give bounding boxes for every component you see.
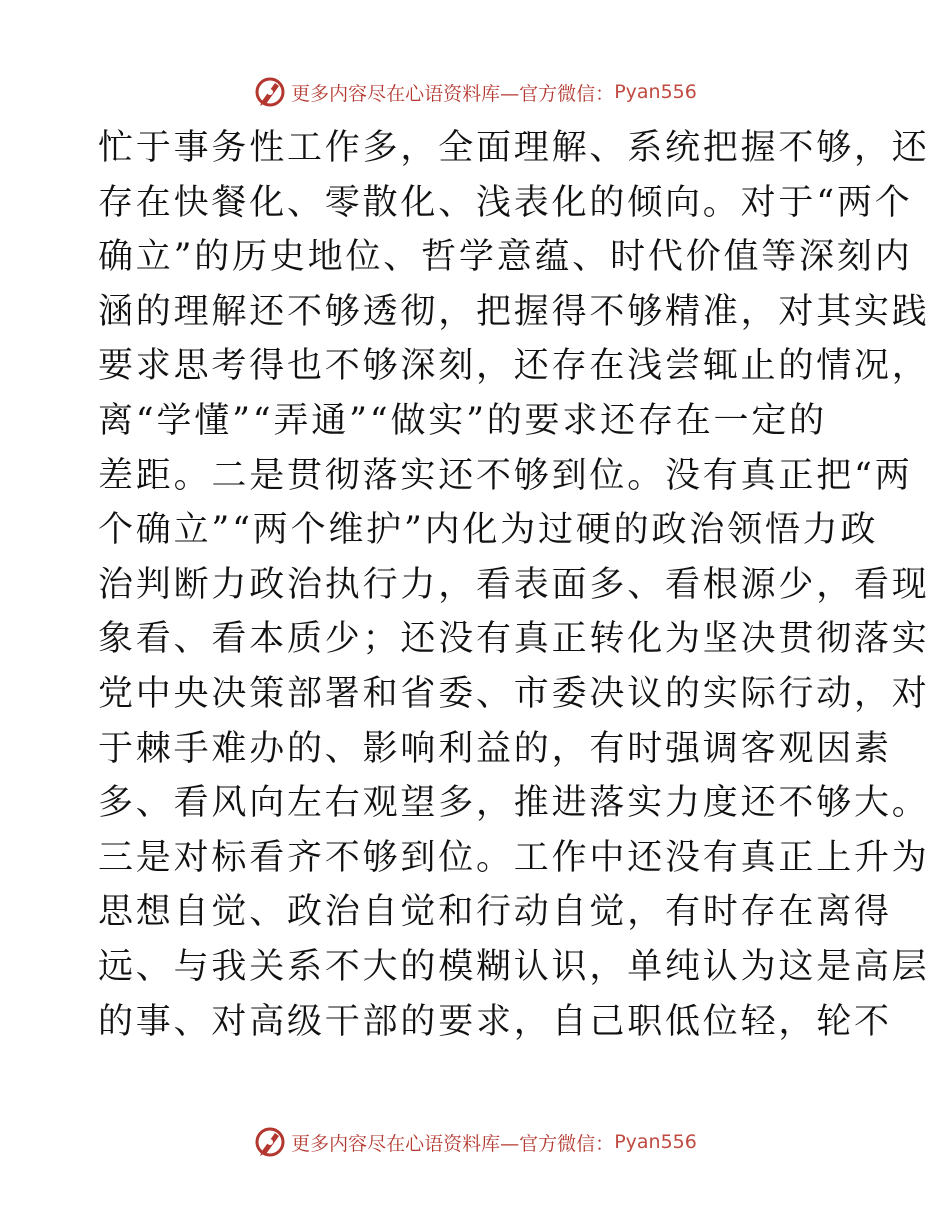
text-line: 确立”的历史地位、哲学意蕴、时代价值等深刻内 (98, 237, 913, 278)
text-line: 要求思考得也不够深刻，还存在浅尝辄止的情况， (98, 346, 930, 387)
text-line: 远、与我关系不大的模糊认识，单纯认为这是高层 (98, 946, 930, 987)
text-line: 于棘手难办的、影响利益的，有时强调客观因素 (98, 728, 892, 769)
footer-watermark (0, 1122, 950, 1162)
watermark-main-text: 更多内容尽在心语资料库 (291, 82, 501, 105)
pen-logo-icon (253, 1125, 287, 1159)
watermark-sub-text: —官方微信： (500, 82, 615, 105)
text-line: 思想自觉、政治自觉和行动自觉，有时存在离得 (98, 892, 892, 933)
text-line: 忙于事务性工作多，全面理解、系统把握不够，还 (98, 128, 930, 168)
text-line: 象看、看本质少；还没有真正转化为坚决贯彻落实 (98, 619, 930, 660)
text-line: 的事、对高级干部的要求，自己职低位轻，轮不 (98, 1001, 892, 1042)
text-line: 党中央决策部署和省委、市委决议的实际行动，对 (98, 673, 930, 714)
text-line: 涵的理解还不够透彻，把握得不够精准，对其实践 (98, 291, 930, 332)
text-line: 治判断力政治执行力，看表面多、看根源少，看现 (98, 564, 930, 605)
text-line: 个确立”“两个维护”内化为过硬的政治领悟力政 (98, 510, 879, 551)
text-line: 三是对标看齐不够到位。工作中还没有真正上升为 (98, 837, 930, 878)
watermark-wechat-id: Pyan556 (614, 81, 697, 103)
document-body (98, 121, 930, 1049)
text-line: 差距。二是贯彻落实还不够到位。没有真正把“两 (98, 455, 913, 496)
header-watermark (0, 72, 950, 112)
watermark-main-text: 更多内容尽在心语资料库 (291, 1132, 501, 1155)
watermark-sub-text: —官方微信： (500, 1132, 615, 1155)
text-line: 存在快餐化、零散化、浅表化的倾向。对于“两个 (98, 182, 913, 223)
text-line: 离“学懂”“弄通”“做实”的要求还存在一定的 (98, 400, 827, 441)
pen-logo-icon (253, 75, 287, 109)
text-line: 多、看风向左右观望多，推进落实力度还不够大。 (98, 783, 930, 824)
watermark-wechat-id: Pyan556 (614, 1131, 697, 1153)
